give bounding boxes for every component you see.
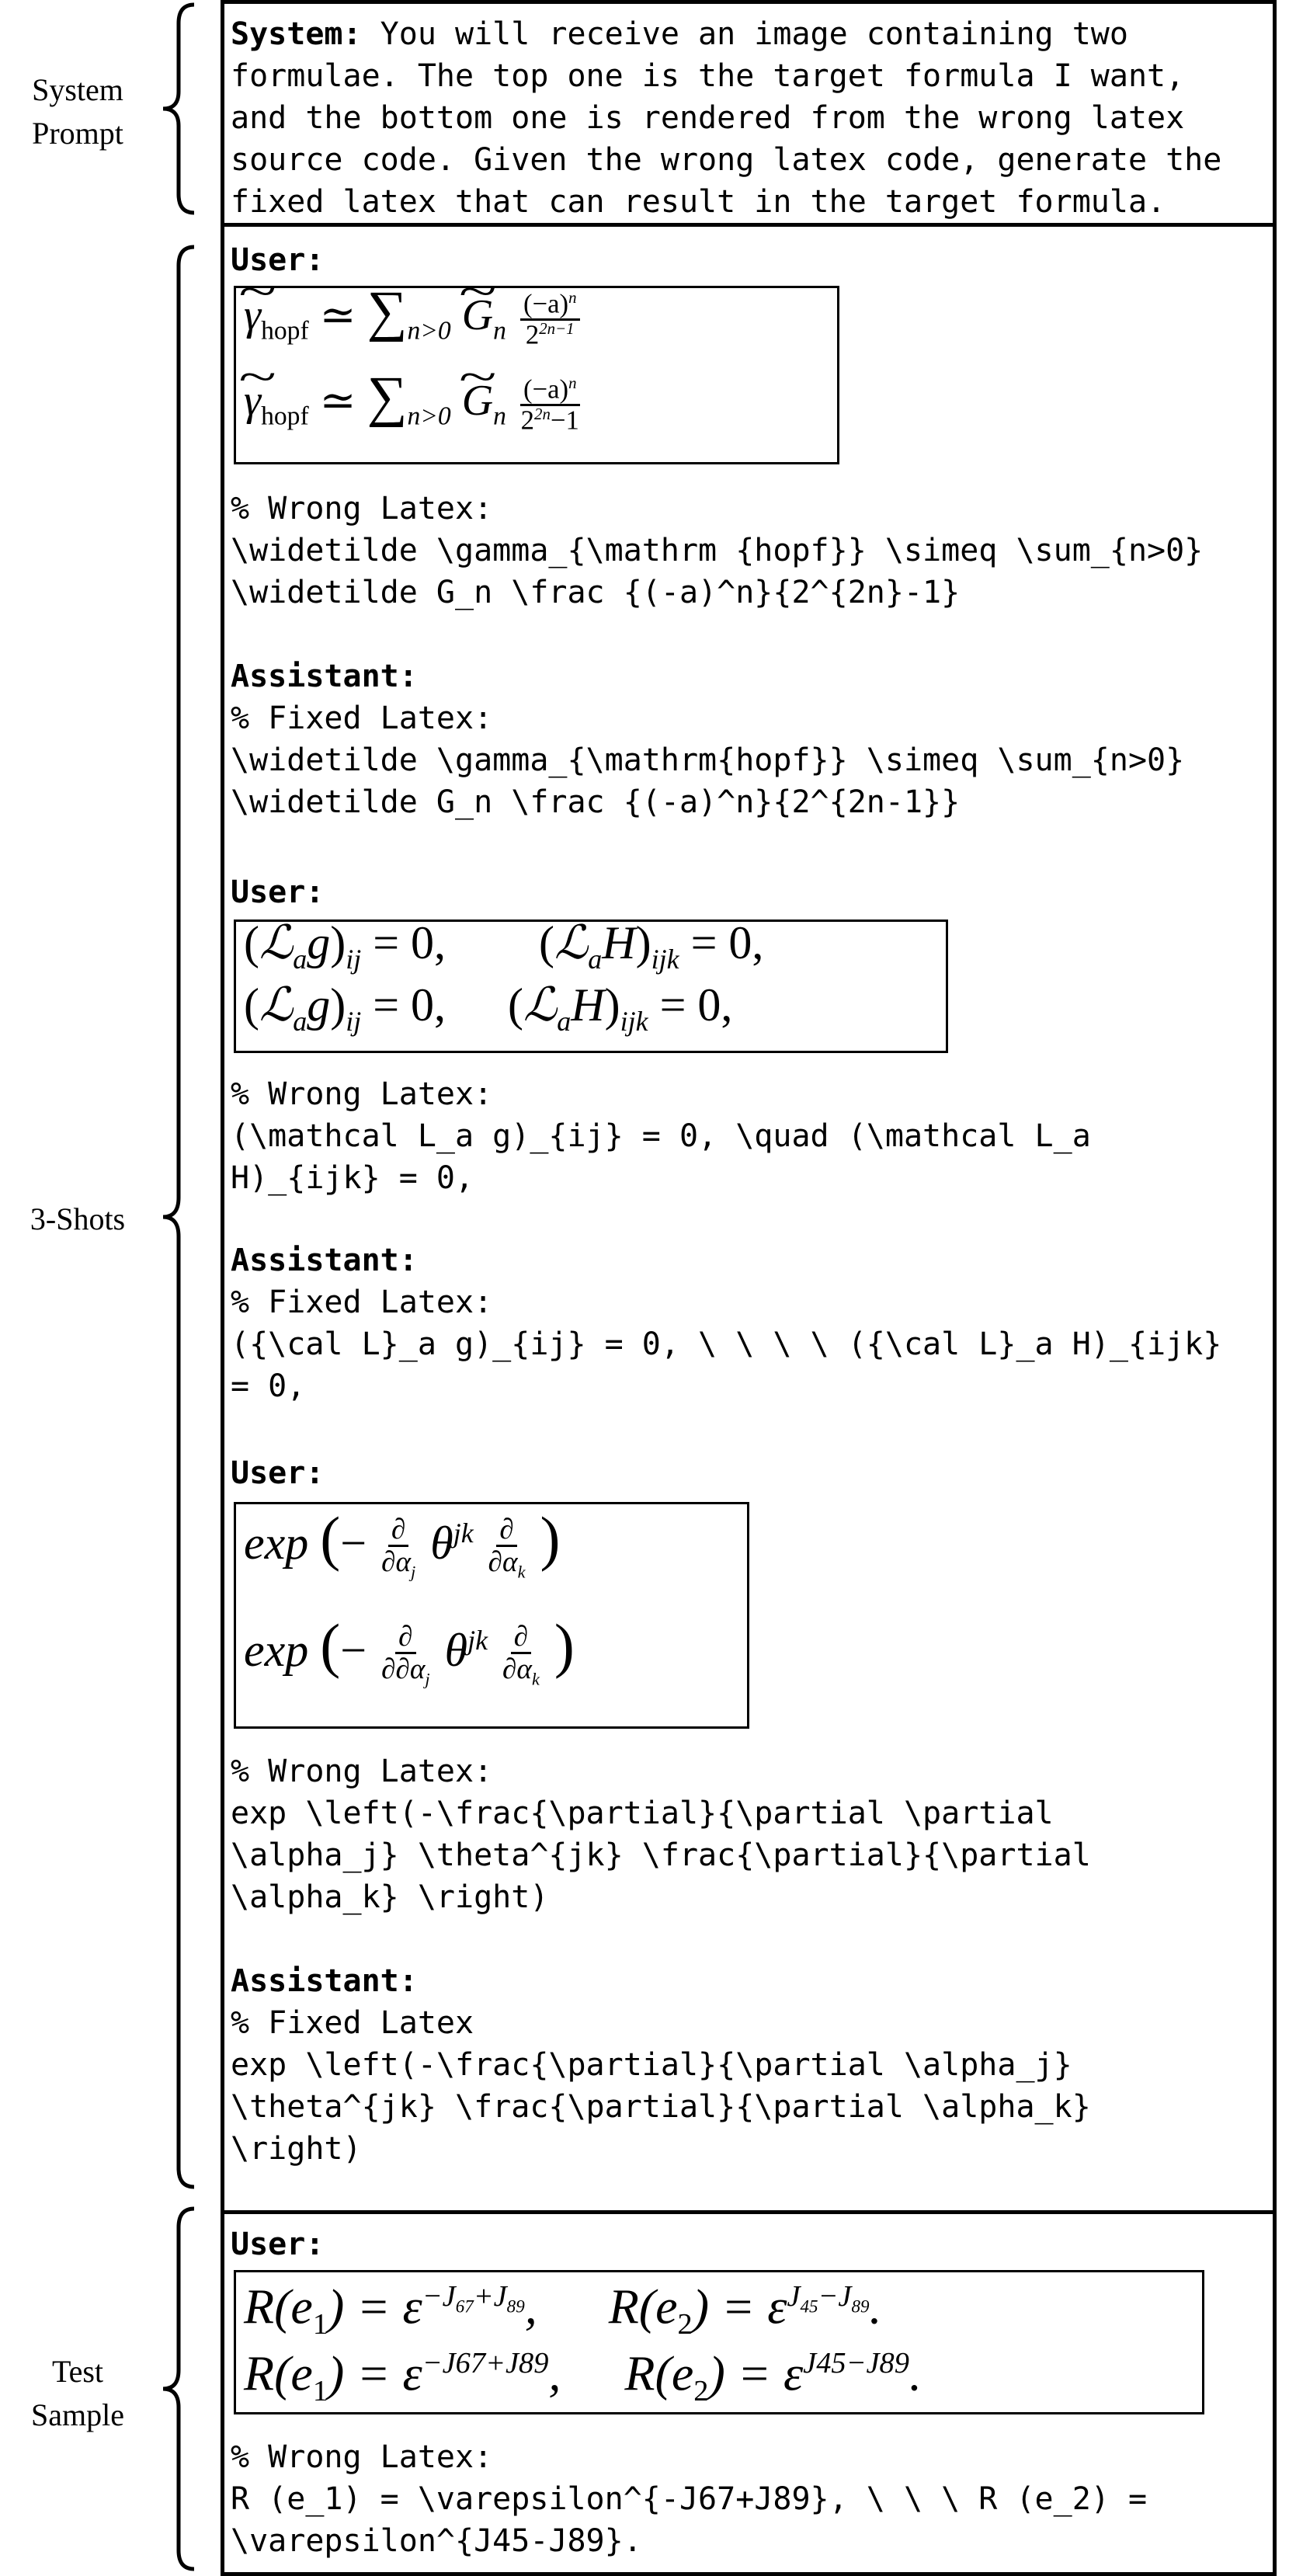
wrong-latex-header: % Wrong Latex: [231,2439,493,2475]
label-3-shots: 3-Shots [30,1201,126,1236]
code-line: \widetilde \gamma_{\mathrm {hopf}} \simeq \sum_{n>0} [231,533,1204,568]
brace-system [152,0,199,217]
user-label: User: [231,874,325,910]
wrong-latex-header: % Wrong Latex: [231,491,493,527]
formula-row-target: $R(e_1) = \varepsilon^{-J_{67}+J_{89}}$, $R(e_2) = \varepsilon^{J_{45}-J_{89}}$. [244,2279,882,2341]
formula-row-rendered: ~ $\gamma_{hopf}$ ≃ $\sum_{n>0}$ ~ $G_n$ $\frac{(-a)^n}{2^{2n}-1}$ [244,375,583,438]
formula-row-rendered: exp (− $\frac{\partial}{\partial\partial\alpha_j}$ $\theta^{jk}$ $\frac{\partial}{\partial\alpha_k}$ ) [244,1611,575,1689]
code-line: \widetilde G_n \frac {(-a)^n}{2^{2n}-1} [231,575,961,610]
system-prompt-panel: System: You will receive an image containing two formulae. The top one is the target formula I want, and the bottom one is rendered from the wrong latex source code. Given the wrong latex code, generate the fixed latex that can result in the target formula. [221,0,1277,227]
assistant-label: Assistant: [231,659,418,694]
user-label: User: [231,2227,325,2262]
formula-row-rendered: $(ℒ_ag)_{ij} = 0$, $(ℒ_aH)_{ijk} = 0$, [244,979,733,1037]
system-label: System: [231,16,362,52]
code-line: = 0, [231,1368,306,1404]
formula-image-3 [234,1502,749,1729]
formula-row-target: ~ $\gamma_{hopf}$ ≃ $\sum_{n>0}$ ~ $G_n$ $\frac{(-a)^n}{2^{2n-1}}$ [244,290,583,353]
code-line: H)_{ijk} = 0, [231,1160,474,1196]
code-line: exp \left(-\frac{\partial}{\partial \alpha_j} [231,2047,1072,2083]
wrong-latex-header: % Wrong Latex: [231,1076,493,1112]
fixed-latex-header: % Fixed Latex [231,2005,474,2041]
brace-test [152,2204,199,2574]
code-line: \varepsilon^{J45-J89}. [231,2523,642,2559]
shots-panel [221,223,1277,2214]
formula-row-target: exp (− $\frac{\partial}{\partial\alpha_j}$ $\theta^{jk}$ $\frac{\partial}{\partial\alpha_k}$ ) [244,1504,561,1582]
test-sample-panel [221,2210,1277,2576]
code-line: exp \left(-\frac{\partial}{\partial \partial [231,1796,1054,1831]
code-line: \alpha_j} \theta^{jk} \frac{\partial}{\partial [231,1837,1091,1873]
formula-image-test [234,2270,1204,2414]
formula-image-1 [234,279,839,464]
code-line: \alpha_k} \right) [231,1879,549,1915]
fixed-latex-header: % Fixed Latex: [231,1285,493,1320]
label-test-sample: Test Sample [31,2354,124,2432]
formula-image-2 [234,917,948,1053]
label-system-prompt: System Prompt [32,72,123,151]
fixed-latex-header: % Fixed Latex: [231,700,493,736]
code-line: ({\cal L}_a g)_{ij} = 0, \ \ \ \ ({\cal L}_a H)_{ijk} [231,1326,1222,1362]
code-line: \widetilde G_n \frac {(-a)^n}{2^{2n-1}} [231,784,961,820]
code-line: \right) [231,2131,362,2167]
user-label: User: [231,242,325,278]
code-line: \widetilde \gamma_{\mathrm{hopf}} \simeq \sum_{n>0} [231,742,1185,778]
formula-row-target: $(ℒ_ag)_{ij} = 0$, $(ℒ_aH)_{ijk} = 0$, [244,917,764,975]
user-label: User: [231,1455,325,1491]
wrong-latex-header: % Wrong Latex: [231,1754,493,1789]
code-line: (\mathcal L_a g)_{ij} = 0, \quad (\mathcal L_a [231,1118,1091,1154]
brace-shots [152,242,199,2192]
assistant-label: Assistant: [231,1963,418,1999]
formula-row-rendered: $R(e_1) = \varepsilon^{-J67+J89}$, $R(e_2) = \varepsilon^{J45-J89}$. [244,2345,922,2408]
code-line: \theta^{jk} \frac{\partial}{\partial \alpha_k} [231,2089,1091,2125]
assistant-label: Assistant: [231,1243,418,1278]
code-line: R (e_1) = \varepsilon^{-J67+J89}, \ \ \ R (e_2) = [231,2481,1148,2517]
